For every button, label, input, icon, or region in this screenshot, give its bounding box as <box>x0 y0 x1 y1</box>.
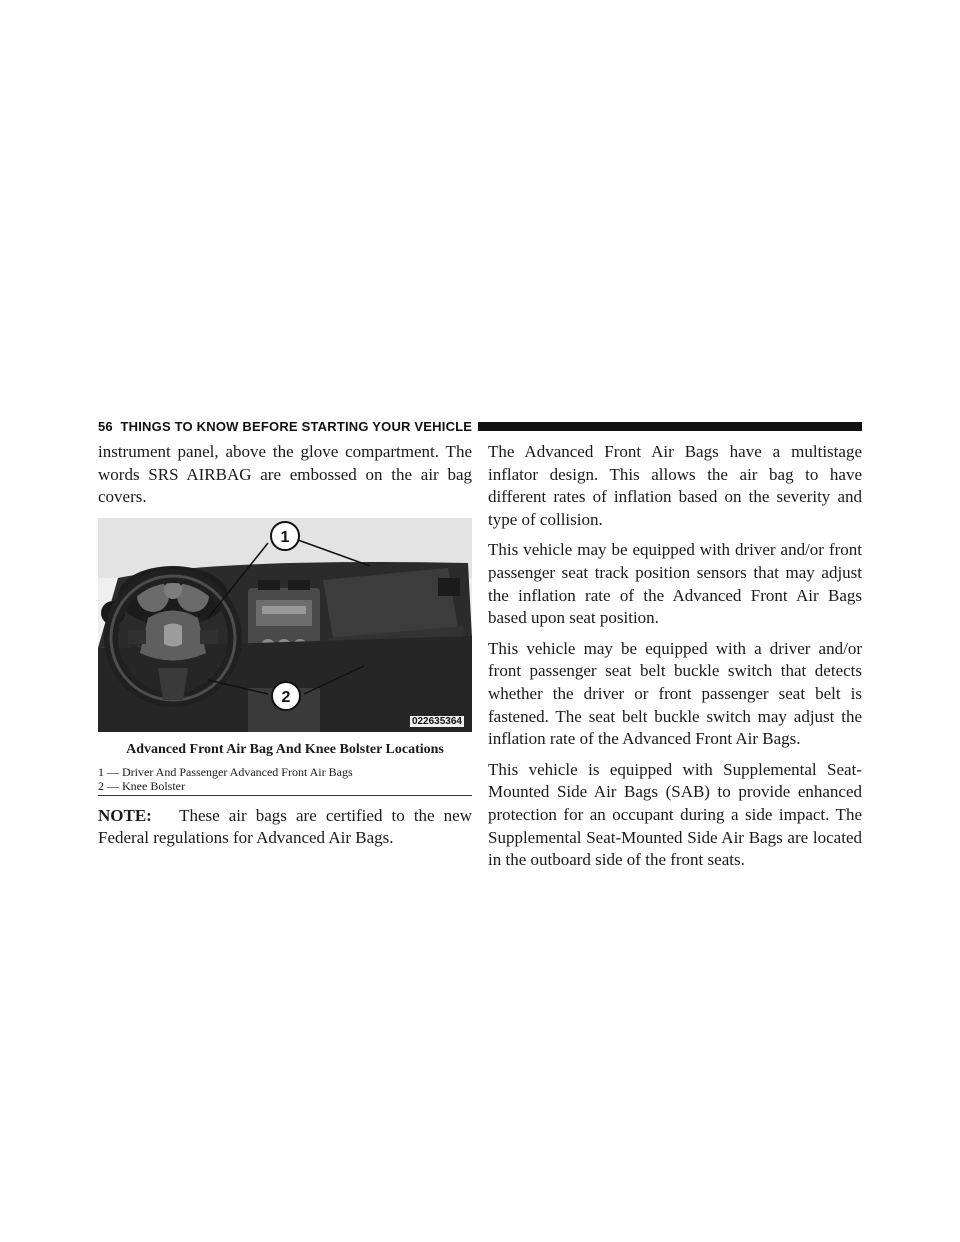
body-paragraph: This vehicle is equipped with Supplemental Seat-Mounted Side Air Bags (SAB) to provide enhanced protection for an occupant during a side impact. The Supplemental Seat-Mounted Side Air Bags are located in the outboard side of the front seats. <box>488 759 862 870</box>
note-text: These air bags are certified to the new Federal regulations for Advanced Air Bags. <box>98 805 472 848</box>
page-header-text <box>98 419 472 434</box>
intro-paragraph: instrument panel, above the glove compartment. The words SRS AIRBAG are embossed on the air bag covers. <box>98 442 472 507</box>
right-column <box>488 441 862 880</box>
legend-divider <box>98 795 472 796</box>
figure-caption: Advanced Front Air Bag And Knee Bolster Locations <box>126 741 444 757</box>
page-number: 56 <box>98 418 113 434</box>
legend-item: 2 — Knee Bolster <box>98 778 185 793</box>
left-column <box>98 441 472 850</box>
note-paragraph <box>98 805 472 850</box>
figure-legend <box>98 765 472 793</box>
header-rule <box>478 422 862 431</box>
dashboard-illustration <box>98 518 472 732</box>
legend-item: 1 — Driver And Passenger Advanced Front Air Bags <box>98 764 353 779</box>
note-label: NOTE: <box>98 805 152 825</box>
page-header <box>98 416 862 436</box>
image-id: 022635364 <box>411 715 462 727</box>
dashboard-drawing <box>98 518 472 732</box>
callout-2: 2 <box>281 688 291 706</box>
body-paragraph: This vehicle may be equipped with driver and/or front passenger seat track position sensors that may adjust the inflation rate of the Advanced Front Air Bags based upon seat position. <box>488 540 862 628</box>
section-title: THINGS TO KNOW BEFORE STARTING YOUR VEHICLE <box>120 418 473 434</box>
callout-1: 1 <box>280 528 290 546</box>
body-paragraph: The Advanced Front Air Bags have a multistage inflator design. This allows the air bag to have different rates of inflation based on the severity and type of collision. <box>488 442 862 529</box>
body-paragraph: This vehicle may be equipped with a driver and/or front passenger seat belt buckle switch that detects whether the driver or front passenger seat belt is fastened. The seat belt buckle switch may adjust the inflation rate of the Advanced Front Air Bags. <box>488 638 862 749</box>
